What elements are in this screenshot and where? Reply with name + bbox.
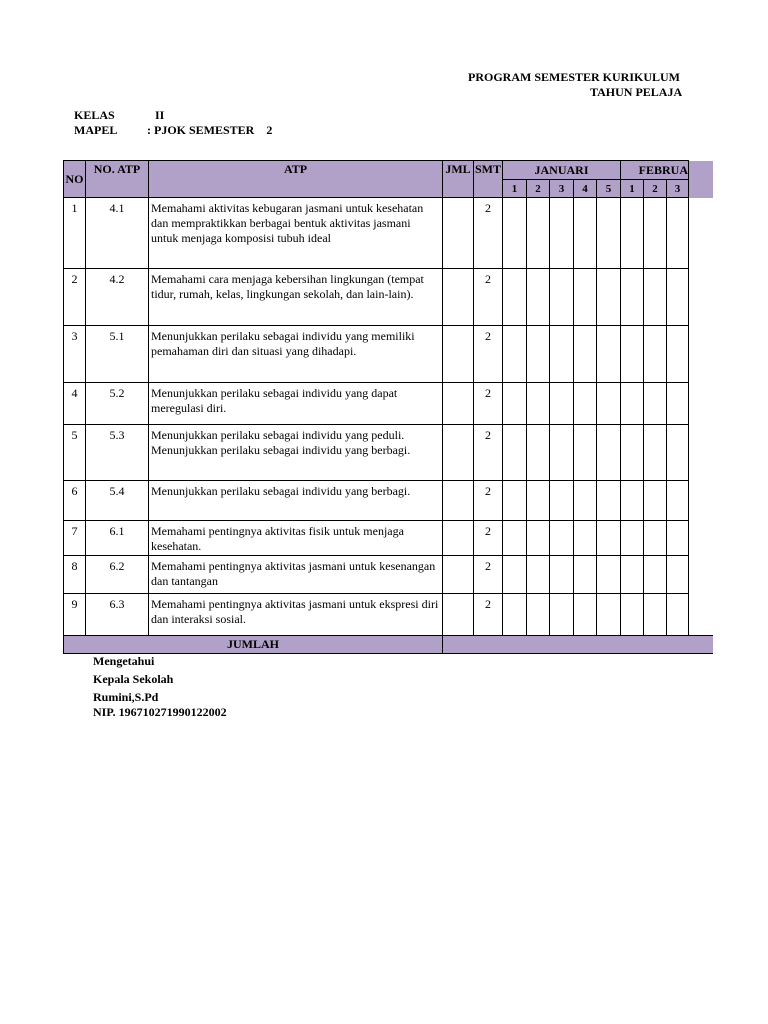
week-cell bbox=[644, 556, 667, 594]
week-cell bbox=[527, 269, 550, 326]
week-cell bbox=[667, 383, 689, 425]
week-cell bbox=[527, 383, 550, 425]
week-cell bbox=[667, 198, 689, 269]
week-cell bbox=[503, 383, 527, 425]
week-cell bbox=[621, 521, 644, 556]
week-header: 5 bbox=[597, 180, 621, 198]
week-cell bbox=[550, 481, 574, 521]
row-jml bbox=[443, 481, 474, 521]
week-cell bbox=[574, 198, 597, 269]
week-cell bbox=[550, 521, 574, 556]
row-atp-text: Memahami pentingnya aktivitas jasmani untuk ekspresi diri dan interaksi sosial. bbox=[149, 594, 443, 636]
week-cell bbox=[597, 594, 621, 636]
week-cell bbox=[644, 481, 667, 521]
row-atp-text: Menunjukkan perilaku sebagai individu yang berbagi. bbox=[149, 481, 443, 521]
row-jml bbox=[443, 269, 474, 326]
row-no: 5 bbox=[64, 425, 86, 481]
week-cell bbox=[574, 521, 597, 556]
week-header: 2 bbox=[527, 180, 550, 198]
week-cell bbox=[527, 556, 550, 594]
week-header: 1 bbox=[621, 180, 644, 198]
week-cell bbox=[644, 594, 667, 636]
row-atp-text: Memahami aktivitas kebugaran jasmani untuk kesehatan dan mempraktikkan berbagai bentuk aktivitas jasmani untuk menjaga komposisi tubuh ideal bbox=[149, 198, 443, 269]
week-cell bbox=[597, 556, 621, 594]
row-no: 7 bbox=[64, 521, 86, 556]
week-cell bbox=[667, 556, 689, 594]
row-smt: 2 bbox=[474, 383, 503, 425]
table-row bbox=[64, 425, 714, 481]
row-no: 9 bbox=[64, 594, 86, 636]
week-cell bbox=[550, 556, 574, 594]
row-atp-no: 5.3 bbox=[86, 425, 149, 481]
week-cell bbox=[667, 521, 689, 556]
row-atp-text: Memahami pentingnya aktivitas jasmani untuk kesenangan dan tantangan bbox=[149, 556, 443, 594]
row-jml bbox=[443, 556, 474, 594]
week-cell bbox=[597, 326, 621, 383]
row-no: 2 bbox=[64, 269, 86, 326]
week-cell bbox=[667, 481, 689, 521]
week-cell bbox=[621, 383, 644, 425]
row-atp-text: Memahami pentingnya aktivitas fisik untuk menjaga kesehatan. bbox=[149, 521, 443, 556]
row-overflow bbox=[689, 594, 714, 636]
week-cell bbox=[550, 383, 574, 425]
row-smt: 2 bbox=[474, 594, 503, 636]
week-cell bbox=[597, 425, 621, 481]
row-atp-text: Menunjukkan perilaku sebagai individu yang memiliki pemahaman diri dan situasi yang dihadapi. bbox=[149, 326, 443, 383]
row-no: 6 bbox=[64, 481, 86, 521]
row-atp-text: Memahami cara menjaga kebersihan lingkungan (tempat tidur, rumah, kelas, lingkungan sekolah, dan lain-lain). bbox=[149, 269, 443, 326]
row-overflow bbox=[689, 383, 714, 425]
row-atp-text: Menunjukkan perilaku sebagai individu yang peduli. Menunjukkan perilaku sebagai individu yang berbagi. bbox=[149, 425, 443, 481]
week-cell bbox=[597, 269, 621, 326]
week-cell bbox=[527, 198, 550, 269]
week-cell bbox=[621, 269, 644, 326]
week-header: 2 bbox=[644, 180, 667, 198]
row-overflow bbox=[689, 198, 714, 269]
row-jml bbox=[443, 425, 474, 481]
row-smt: 2 bbox=[474, 326, 503, 383]
week-header: 1 bbox=[503, 180, 527, 198]
row-smt: 2 bbox=[474, 425, 503, 481]
week-cell bbox=[621, 425, 644, 481]
row-atp-no: 5.4 bbox=[86, 481, 149, 521]
row-atp-no: 6.3 bbox=[86, 594, 149, 636]
week-cell bbox=[644, 269, 667, 326]
row-atp-no: 5.2 bbox=[86, 383, 149, 425]
title-line-2: TAHUN PELAJA bbox=[590, 85, 683, 99]
week-cell bbox=[574, 425, 597, 481]
semester-program-table bbox=[63, 160, 713, 654]
row-smt: 2 bbox=[474, 556, 503, 594]
week-cell bbox=[503, 269, 527, 326]
col-header-smt: SMT bbox=[474, 161, 503, 198]
week-cell bbox=[621, 481, 644, 521]
week-cell bbox=[550, 326, 574, 383]
table-row bbox=[64, 383, 714, 425]
table-row bbox=[64, 269, 714, 326]
week-cell bbox=[503, 198, 527, 269]
table-body bbox=[64, 198, 714, 636]
week-cell bbox=[574, 269, 597, 326]
week-cell bbox=[550, 198, 574, 269]
mapel-label: MAPEL bbox=[74, 123, 118, 137]
week-cell bbox=[597, 521, 621, 556]
jumlah-fill bbox=[443, 636, 689, 654]
week-cell bbox=[527, 521, 550, 556]
week-cell bbox=[667, 269, 689, 326]
week-cell bbox=[503, 481, 527, 521]
row-smt: 2 bbox=[474, 521, 503, 556]
week-cell bbox=[644, 425, 667, 481]
row-no: 1 bbox=[64, 198, 86, 269]
row-overflow bbox=[689, 521, 714, 556]
signature-nip: NIP. 196710271990122002 bbox=[93, 705, 227, 719]
row-atp-no: 6.1 bbox=[86, 521, 149, 556]
week-cell bbox=[597, 383, 621, 425]
kelas-label: KELAS bbox=[74, 108, 115, 122]
week-cell bbox=[644, 198, 667, 269]
col-header-atp: ATP bbox=[149, 161, 443, 198]
week-cell bbox=[527, 481, 550, 521]
row-jml bbox=[443, 383, 474, 425]
week-cell bbox=[574, 556, 597, 594]
week-cell bbox=[574, 383, 597, 425]
week-header: 3 bbox=[550, 180, 574, 198]
signature-role: Kepala Sekolah bbox=[93, 672, 174, 686]
row-overflow bbox=[689, 269, 714, 326]
col-header-jml: JML bbox=[443, 161, 474, 198]
row-overflow bbox=[689, 326, 714, 383]
week-cell bbox=[644, 383, 667, 425]
jumlah-overflow bbox=[689, 636, 714, 654]
week-cell bbox=[597, 198, 621, 269]
week-cell bbox=[550, 594, 574, 636]
table-row bbox=[64, 556, 714, 594]
week-cell bbox=[503, 425, 527, 481]
week-cell bbox=[574, 326, 597, 383]
week-cell bbox=[667, 425, 689, 481]
col-header-no-atp: NO. ATP bbox=[86, 161, 149, 198]
signature-mengetahui: Mengetahui bbox=[93, 654, 155, 668]
week-header: 3 bbox=[667, 180, 689, 198]
row-no: 8 bbox=[64, 556, 86, 594]
week-cell bbox=[621, 594, 644, 636]
kelas-value: II bbox=[155, 108, 165, 122]
week-cell bbox=[667, 594, 689, 636]
week-cell bbox=[644, 326, 667, 383]
jumlah-row bbox=[64, 636, 714, 654]
week-cell bbox=[527, 326, 550, 383]
row-overflow bbox=[689, 481, 714, 521]
week-cell bbox=[527, 425, 550, 481]
week-header: 4 bbox=[574, 180, 597, 198]
row-atp-no: 6.2 bbox=[86, 556, 149, 594]
row-no: 4 bbox=[64, 383, 86, 425]
row-atp-no: 4.1 bbox=[86, 198, 149, 269]
row-overflow bbox=[689, 556, 714, 594]
week-cell bbox=[503, 594, 527, 636]
row-jml bbox=[443, 326, 474, 383]
week-cell bbox=[621, 556, 644, 594]
row-jml bbox=[443, 521, 474, 556]
col-header-februari: FEBRUA bbox=[621, 161, 689, 180]
row-atp-text: Menunjukkan perilaku sebagai individu yang dapat meregulasi diri. bbox=[149, 383, 443, 425]
row-atp-no: 5.1 bbox=[86, 326, 149, 383]
col-header-januari: JANUARI bbox=[503, 161, 621, 180]
week-cell bbox=[574, 594, 597, 636]
row-smt: 2 bbox=[474, 198, 503, 269]
table-row bbox=[64, 594, 714, 636]
document-title bbox=[468, 70, 692, 85]
row-atp-no: 4.2 bbox=[86, 269, 149, 326]
week-cell bbox=[621, 326, 644, 383]
week-cell bbox=[550, 425, 574, 481]
week-cell bbox=[574, 481, 597, 521]
week-cell bbox=[621, 198, 644, 269]
signature-name: Rumini,S.Pd bbox=[93, 690, 159, 704]
week-cell bbox=[503, 326, 527, 383]
semester-program-table-wrap bbox=[63, 160, 713, 654]
week-cell bbox=[503, 521, 527, 556]
document-subtitle bbox=[590, 85, 692, 100]
row-overflow bbox=[689, 425, 714, 481]
week-cell bbox=[550, 269, 574, 326]
table-row bbox=[64, 326, 714, 383]
jumlah-label: JUMLAH bbox=[64, 636, 443, 654]
title-line-1: PROGRAM SEMESTER KURIKULUM bbox=[468, 70, 681, 84]
col-header-overflow bbox=[689, 161, 714, 198]
col-header-no: NO bbox=[64, 161, 86, 198]
week-cell bbox=[597, 481, 621, 521]
mapel-value: : PJOK SEMESTER 2 bbox=[147, 123, 273, 137]
table-row bbox=[64, 481, 714, 521]
row-jml bbox=[443, 198, 474, 269]
week-cell bbox=[644, 521, 667, 556]
table-row bbox=[64, 521, 714, 556]
row-jml bbox=[443, 594, 474, 636]
row-smt: 2 bbox=[474, 269, 503, 326]
week-cell bbox=[503, 556, 527, 594]
row-smt: 2 bbox=[474, 481, 503, 521]
week-cell bbox=[667, 326, 689, 383]
week-cell bbox=[527, 594, 550, 636]
table-row bbox=[64, 198, 714, 269]
row-no: 3 bbox=[64, 326, 86, 383]
